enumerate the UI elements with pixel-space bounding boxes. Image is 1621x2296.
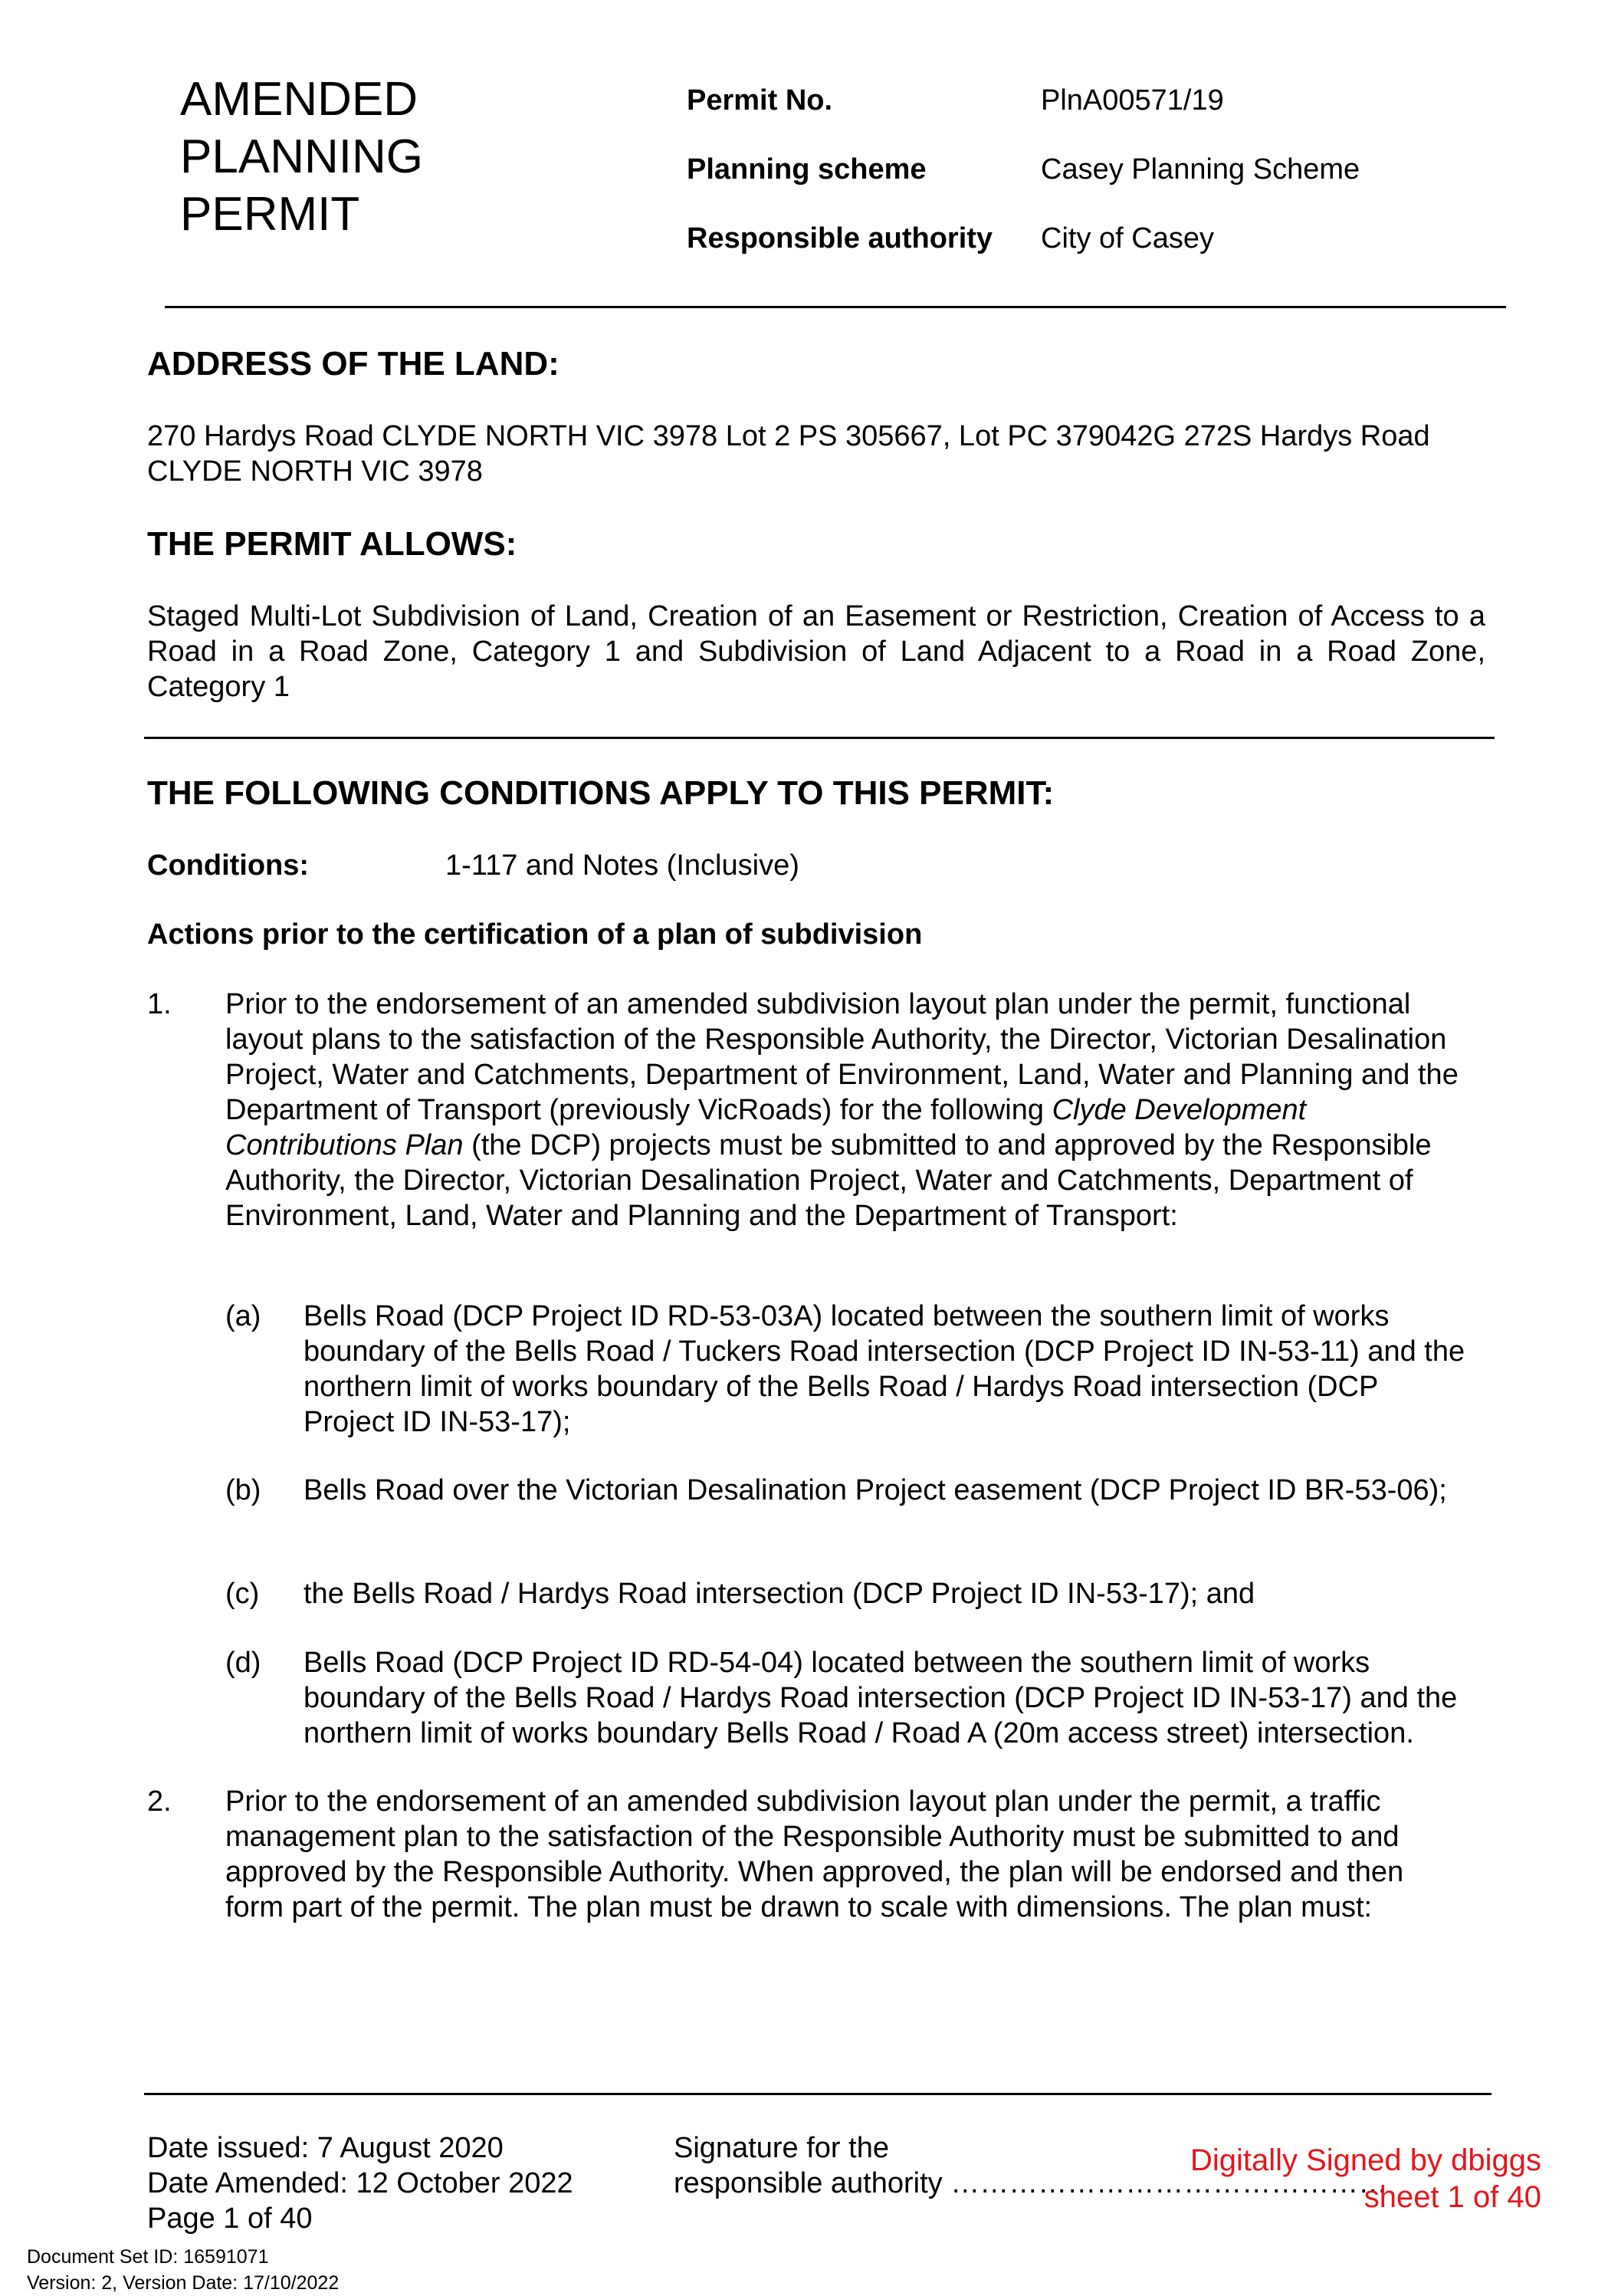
dcp-title: Clyde Development Contributions Plan (225, 1094, 1307, 1161)
footer-divider (144, 2093, 1491, 2095)
permit-allows-heading: THE PERMIT ALLOWS: (147, 525, 517, 563)
signature-dots: ……………………………………… (950, 2167, 1388, 2199)
sheet-number: sheet 1 of 40 (1363, 2180, 1541, 2214)
title-line: AMENDED (180, 73, 418, 126)
address-line: 270 Hardys Road CLYDE NORTH VIC 3978 Lot 2 PS 305667, Lot PC 379042G 272S Hardys Road (147, 420, 1430, 452)
responsible-authority-value: City of Casey (1041, 222, 1214, 255)
conditions-heading: THE FOLLOWING CONDITIONS APPLY TO THIS PERMIT: (147, 774, 1055, 812)
page-number: Page 1 of 40 (147, 2202, 313, 2235)
divider (165, 306, 1506, 308)
condition-text-part: Prior to the endorsement of an amended subdivision layout plan under the permit, functional layout plans to the satisfaction of the Responsible Authority, the Director, Victorian Desalination Project, Water and Catchments, Department of Environment, Land, Water and Planning and the Department of Transport (previously VicRoads) for the following (225, 988, 1459, 1126)
title-line: PLANNING (180, 130, 423, 183)
conditions-label: Conditions: (147, 849, 310, 882)
address-heading: ADDRESS OF THE LAND: (147, 345, 559, 383)
address-line: CLYDE NORTH VIC 3978 (147, 455, 483, 488)
subitem-text: Bells Road (DCP Project ID RD-53-03A) located between the southern limit of works boundary of the Bells Road / Tuckers Road intersection (DCP Project ID IN-53-11) and the northern limit of works boundary of the Bells Road / Hardys Road intersection (DCP Project ID IN-53-17); (304, 1300, 1465, 1438)
document-title (180, 71, 423, 243)
version-info: Version: 2, Version Date: 17/10/2022 (27, 2272, 340, 2294)
document-set-id: Document Set ID: 16591071 (27, 2246, 269, 2268)
conditions-subheading: Actions prior to the certification of a plan of subdivision (147, 918, 923, 951)
subitem-text: the Bells Road / Hardys Road intersection (DCP Project ID IN-53-17); and (304, 1578, 1255, 1610)
digital-signature: Digitally Signed by dbiggs (1189, 2143, 1541, 2177)
condition-number: 2. (147, 1785, 172, 1818)
divider (144, 737, 1495, 739)
planning-scheme-value: Casey Planning Scheme (1041, 153, 1360, 186)
condition-text-part: (the DCP) projects must be submitted to and approved by the Responsible Authority, the Director, Victorian Desalination Project, Water and Catchments, Department of Environment, Land, Water and Planning and the Department of Transport: (225, 1129, 1432, 1232)
signature-label: Signature for the (674, 2132, 889, 2164)
subitem-text: Bells Road (DCP Project ID RD-54-04) located between the southern limit of works boundary of the Bells Road / Hardys Road intersection (DCP Project ID IN-53-17) and the northern limit of works boundary Bells Road / Road A (20m access street) intersection. (304, 1647, 1458, 1749)
condition-number: 1. (147, 988, 172, 1020)
subitem-text: Bells Road over the Victorian Desalination Project easement (DCP Project ID BR-53-06); (304, 1474, 1447, 1506)
conditions-value: 1-117 and Notes (Inclusive) (445, 849, 799, 882)
title-line: PERMIT (180, 188, 360, 241)
permit-no-value: PlnA00571/19 (1041, 84, 1224, 117)
responsible-authority-label: Responsible authority (687, 222, 993, 255)
subitem-label: (d) (225, 1647, 261, 1679)
permit-no-label: Permit No. (687, 84, 833, 117)
planning-scheme-label: Planning scheme (687, 153, 927, 186)
condition-text: Prior to the endorsement of an amended subdivision layout plan under the permit, a traffic management plan to the satisfaction of the Responsible Authority must be submitted to and approved by the Responsible Authority. When approved, the plan will be endorsed and then form part of the permit. The plan must be drawn to scale with dimensions. The plan must: (225, 1785, 1404, 1923)
date-amended: Date Amended: 12 October 2022 (147, 2167, 573, 2199)
subitem-label: (b) (225, 1474, 261, 1506)
signature-label: responsible authority (674, 2167, 943, 2199)
subitem-label: (a) (225, 1300, 261, 1332)
permit-allows-text: Staged Multi-Lot Subdivision of Land, Creation of an Easement or Restriction, Creation of Access to a Road in a Road Zone, Category 1 and Subdivision of Land Adjacent to a Road in a Road Zone, Category 1 (147, 600, 1485, 703)
subitem-label: (c) (225, 1578, 260, 1610)
condition-text (225, 987, 1467, 1233)
date-issued: Date issued: 7 August 2020 (147, 2132, 504, 2164)
